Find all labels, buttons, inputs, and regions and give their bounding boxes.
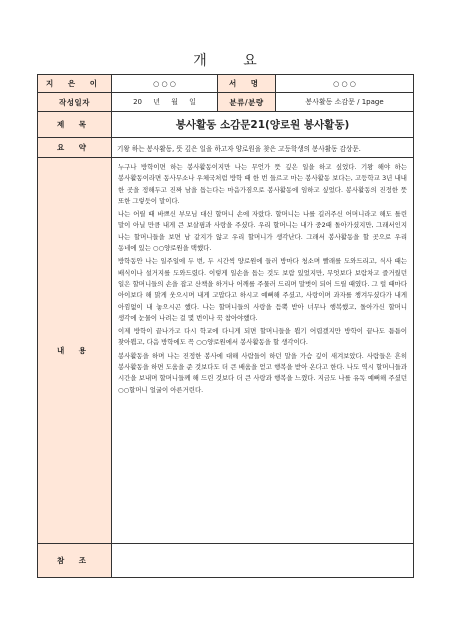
overview-table: [37, 74, 414, 578]
content-label: 내 용: [38, 158, 112, 544]
category-value: 봉사활동 소감문 / 1page: [276, 93, 414, 112]
subject-label: 제 목: [38, 112, 112, 138]
signature-label: 서 명: [218, 75, 276, 93]
reference-value: [112, 544, 414, 578]
content-paragraph: 봉사활동을 하며 나는 진정한 봉사에 대해 사람들이 하던 말을 가슴 깊이 새겨보았다. 사람들은 흔히 봉사활동을 하면 도움을 준 것보다도 더 큰 배움을 얻고 행복을 받아 온다고 한다. 나도 역시 할머니들과 시간을 보내며 할머니들께 해 드린 것보다 더 큰 사랑과 행복을 느꼈다. 지금도 나를 유독 예뻐해 주셨던 ○○할머니 얼굴이 아른거린다.: [118, 351, 407, 394]
content-body: [112, 158, 414, 544]
content-paragraph: 이제 방학이 끝나가고 다시 학교에 다니게 되면 할머니들을 뵙기 어렵겠지만 방학이 끝나도 틈틈이 찾아뵙고, 다음 방학에도 꼭 ○○양로원에서 봉사활동을 할 생각이다.: [118, 327, 407, 347]
document-title: 개 요: [193, 53, 273, 69]
content-paragraph: 방학동안 나는 일주일에 두 번, 두 시간씩 양로원에 들러 방마다 청소며 빨래를 도와드리고, 식사 때는 배식이나 설거지를 도와드렸다. 이렇게 일손을 돕는 것도 보람 있었지만, 무엇보다 보람차고 즐거웠던 일은 할머니들의 손을 잡고 산책을 하거나 어깨를 주물러 드리며 말벗이 되어 드릴 때였다. 그 럴 때마다 아이보다 해 맑게 웃으시며 내게 고맙다고 하시고 예뻐해 주셨고, 사랑이며 과자를 챙겨두셨다가 내게 아낌없이 내 놓으시곤 했다. 나는 할머니들의 사랑을 듬뿍 받아 너무나 행복했고, 돌아가신 할머니 생각에 눈물이 나려는 걸 몇 번이나 꾹 참아야했다.: [118, 257, 407, 322]
signature-value: ○ ○ ○: [276, 75, 414, 93]
summary-label: 요 약: [38, 138, 112, 158]
category-label: 분류/분량: [218, 93, 276, 112]
summary-value: 기왕 하는 봉사활동, 뜻 깊은 일을 하고자 양로원을 찾은 고등학생의 봉사활동 감상문.: [112, 138, 414, 158]
content-paragraph: 나는 어릴 때 바쁘신 부모님 대신 할머니 손에 자랐다. 할머니는 나를 길러주신 어머니라고 해도 틀린 말이 아닐 만큼 내게 큰 보살핌과 사랑을 주셨다. 우리 할머니는 내가 중2때 돌아가셨지만, 그래서인지 나는 할머니들을 보면 남 같지가 않고 우리 할머니가 생각난다. 그래서 봉사활동을 할 곳으로 우리 동네에 있는 ○○양로원을 택했다.: [118, 210, 407, 253]
date-value: 20 년 월 일: [112, 93, 218, 112]
date-label: 작성일자: [38, 93, 112, 112]
author-label: 지 은 이: [38, 75, 112, 93]
author-value: ○ ○ ○: [112, 75, 218, 93]
subject-value: 봉사활동 소감문21(양로원 봉사활동): [112, 112, 414, 138]
content-paragraph: 누구나 방학이면 하는 봉사활동이지만 나는 무언가 뜻 깊은 일을 하고 싶었다. 기왕 해야 하는 봉사활동이라면 동사무소나 우체국처럼 방학 때 한 번 들르고 마는 봉사활동 보다는, 고등학교 3년 내내 한 곳을 정해두고 진짜 남을 돕는다는 마음가짐으로 봉사활동에 임하고 싶었다. 봉사활동의 진정한 뜻 또한 그렇듯이 말이다.: [118, 163, 407, 205]
reference-label: 참 조: [38, 544, 112, 578]
